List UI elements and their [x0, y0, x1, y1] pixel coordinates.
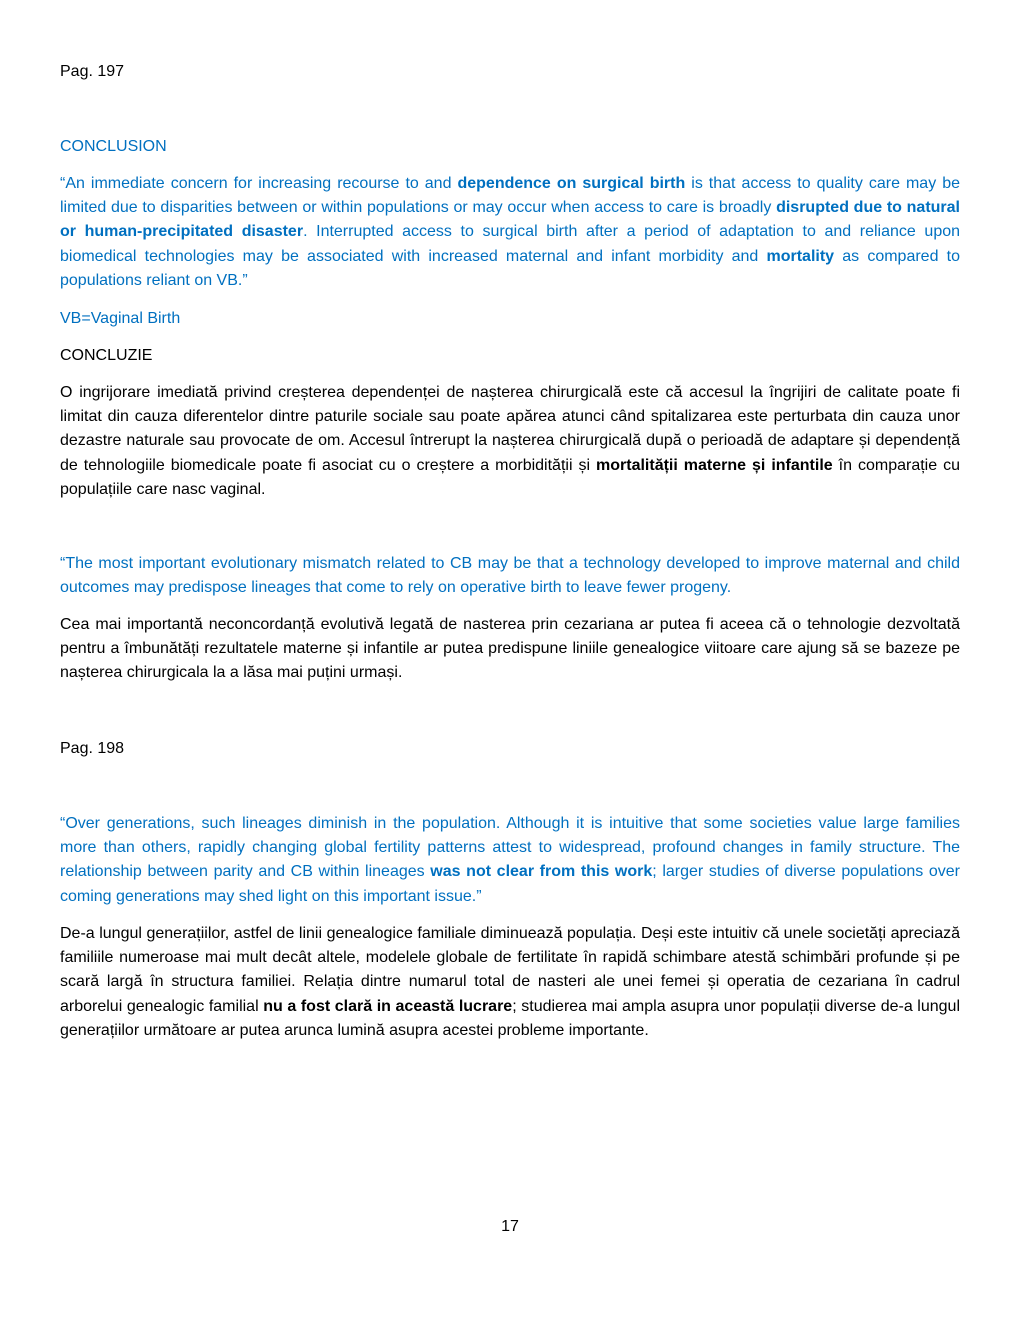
text-run: is that access to quality care may be limited due to disparities between or within populations or may occur when access to care is broadly	[60, 175, 960, 217]
quote-paragraph-3	[60, 812, 960, 909]
bold-text-run: mortalității materne și infantile	[596, 456, 833, 474]
page-number: 17	[501, 1218, 519, 1235]
translation-paragraph-1	[60, 381, 960, 502]
vb-definition: VB=Vaginal Birth	[60, 310, 181, 327]
page-label-198: Pag. 198	[60, 740, 125, 757]
bold-text-run: disrupted due to natural or human-precipitated disaster	[60, 199, 961, 241]
text-run: ; larger studies of diverse populations over coming generations may shed light on this important issue.”	[60, 863, 961, 905]
bold-text-run: nu a fost clară in această lucrare	[263, 997, 513, 1015]
conclusion-heading: CONCLUSION	[60, 138, 167, 155]
text-run: în comparație cu populațiile care nasc vaginal.	[60, 456, 960, 498]
bold-text-run: dependence on surgical birth	[457, 175, 686, 192]
page-label-197: Pag. 197	[60, 63, 125, 80]
concluzie-heading: CONCLUZIE	[60, 347, 153, 364]
text-run: “An immediate concern for increasing recourse to and	[60, 175, 458, 192]
text-run: as compared to populations reliant on VB.”	[60, 247, 961, 289]
bold-text-run: mortality	[766, 247, 835, 265]
text-run: De-a lungul generațiilor, astfel de linii genealogice familiale diminuează populația. Deși este intuitiv că unele societăți apreciază familiile numeroase mai mult decât altele, modelele globale de fertilitate în rapidă schimbare atestă schimbări profunde și pe scară largă în structura familiei. Relația dintre numarul total de nasteri ale unei femei și operatia de cezariana în cadrul arborelui genealogic familial	[60, 925, 960, 1015]
translation-paragraph-3	[60, 922, 960, 1043]
quote-paragraph-2: “The most important evolutionary mismatch related to CB may be that a technology developed to improve maternal and child outcomes may predispose lineages that come to rely on operative birth to leave fewer progeny.	[60, 555, 960, 597]
text-run: . Interrupted access to surgical birth after a period of adaptation to and reliance upon biomedical technologies may be associated with increased maternal and infant morbidity and	[60, 223, 961, 265]
quote-paragraph-1	[60, 172, 960, 293]
text-run: ; studierea mai ampla asupra unor populații diverse de-a lungul generațiilor următoare ar putea arunca lumină asupra acestei probleme importante.	[60, 997, 961, 1039]
text-run: O ingrijorare imediată privind creșterea dependenței de nașterea chirurgicală este că accesul la îngrijiri de calitate poate fi limitat din cauza diferentelor dintre paturile sociale sau poate apărea atunci când spitalizarea este perturbata din cauza unor dezastre naturale sau provocate de om. Accesul întrerupt la nașterea chirurgicală după o perioadă de adaptare și dependență de tehnologiile biomedicale poate fi asociat cu o creștere a morbidității și	[60, 384, 960, 474]
text-run: “Over generations, such lineages diminish in the population. Although it is intuitive that some societies value large families more than others, rapidly changing global fertility patterns attest to widespread, profound changes in family structure. The relationship between parity and CB within lineages	[60, 815, 960, 881]
bold-text-run: was not clear from this work	[430, 863, 653, 881]
translation-paragraph-2: Cea mai importantă neconcordanță evolutivă legată de nasterea prin cezariana ar putea fi aceea că o tehnologie dezvoltată pentru a îmbunătăți rezultatele materne și infantile ar putea predispune liniile genealogice viitoare care ajung să se bazeze pe nașterea chirurgicala la a lăsa mai puțini urmași.	[60, 616, 960, 682]
